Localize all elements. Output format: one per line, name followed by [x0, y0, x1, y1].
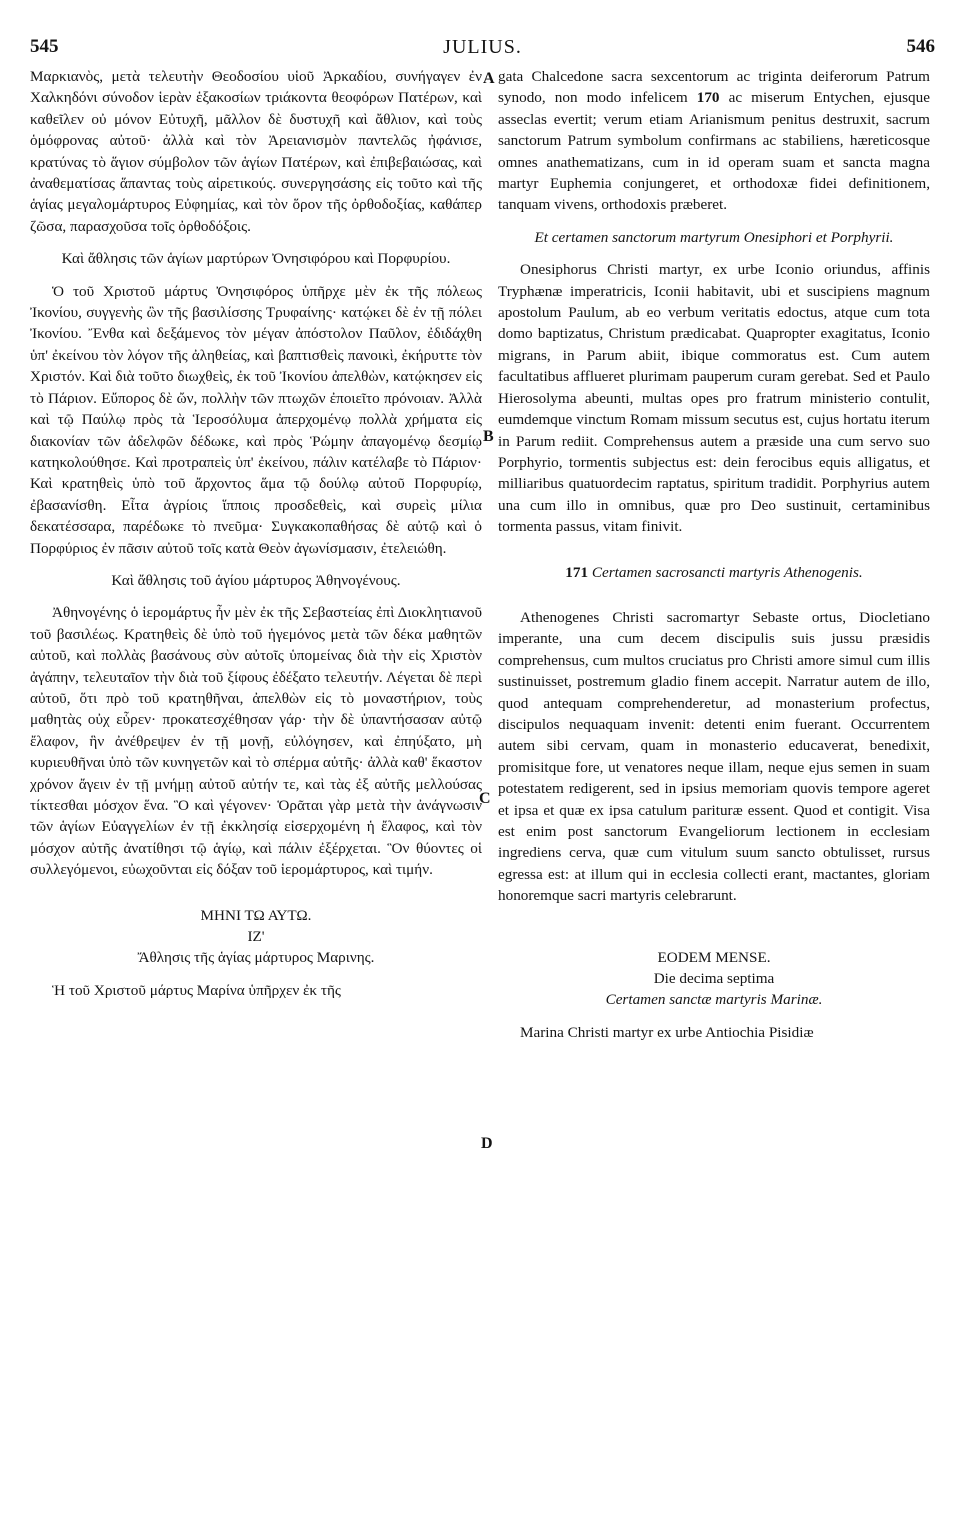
margin-letter-d: D	[481, 1135, 493, 1152]
latin-heading-marina: Certamen sanctæ martyris Marinæ.	[605, 991, 823, 1009]
section-number-170: 170	[696, 89, 720, 107]
greek-heading-day: ΙΖ'	[247, 928, 265, 946]
greek-paragraph-marina: Ἡ τοῦ Χριστοῦ μάρτυς Μαρίνα ὑπῆρχεν ἐκ τῆς	[52, 981, 341, 999]
greek-paragraph-athenogenes: Ἀθηνογένης ὁ ἱερομάρτυς ἦν μὲν ἐκ τῆς Σεβαστείας ἐπὶ Διοκλητιανοῦ τοῦ βασιλέως. Κρατηθεὶς δὲ ὑπὸ τοῦ ἡγεμόνος μετὰ τῶν δέκα μαθητῶν αὐτοῦ, καὶ πολλὰς βασάνους σὺν αὐτοῖς ὑπομείνας διὰ τὴν εἰς Χριστὸν ἀγάπην, τελευταῖον τὴν διὰ τοῦ ξίφους ἐδέξατο τελευτήν. Λέγεται δὲ περὶ αὐτοῦ, ὅτι πρὸ τοῦ κρατηθῆναι, ἀπελθὼν εἰς τὸ μοναστήριον, τοὺς μαθητὰς οὐχ εὗρεν· προκατεσχέθησαν γάρ· τὴν δὲ ὑπαντήσασαν αὐτῷ ἔλαφον, ἣν ἀνέθρεψεν ἐν τῇ μονῇ, εὐλόγησεν, καὶ ἐπηύξατο, μὴ κυριευθῆναι ὑπὸ τῶν κυνηγετῶν καὶ τὸ σπέρμα αὐτῆς· ἀλλὰ καθ' ἕκαστον χρόνον ἄγειν ἐν τῇ μνήμῃ αὐτοῦ αὐτήν τε, καὶ τὰς ἐξ αὐτῆς μελλούσας τίκτεσθαι μόσχον ἕνα. Ὃ καὶ γέγονεν· Ὁρᾶται γὰρ μετὰ τὴν ἀνάγνωσιν τῶν ἁγίων Εὐαγγελίων ἐν τῇ ἐκκλησίᾳ εἰσερχομένη ἡ ἔλαφος, καὶ τὸν μόσχον αὐτῆς ἀνατίθησι τῷ ἁγίῳ, καὶ πάλιν ἐξέρχεται. Ὃν θύοντες οἱ συλλεγόμενοι, εὐωχοῦνται εἰς δόξαν τοῦ ἱερομάρτυρος, καὶ τιμήν.	[30, 604, 482, 879]
latin-column	[498, 66, 930, 1043]
greek-heading-month: ΜΗΝΙ ΤΩ ΑΥΤΩ.	[200, 906, 312, 924]
running-title: JULIUS.	[443, 36, 522, 58]
greek-column	[30, 66, 482, 1001]
greek-heading-athenogenes: Καὶ ἄθλησις τοῦ ἁγίου μάρτυρος Ἀθηνογένους.	[111, 571, 401, 589]
latin-paragraph-athenogenes: Athenogenes Christi sacromartyr Sebaste ortus, Diocletiano imperante, una cum decem discipulis suis jussu præsidis comprehensus, cum multos cruciatus pro Christi amore simul cum illis sustinuisset, postremum gladio finem accepit. Narratur autem de illo, quod antequam comprehenderetur, ad monasterium profectus, discipulos nequaquam invenit: detenti enim fuerant. Occurrentem autem sibi cervam, quam in monasterio educaverat, benedixit, promisitque fore, ut venatores neque illam, neque ejus semen in suam potestatem redigerent, sed in ipsius memoriam quovis tempore ageret et ipsa et quæ ex ipsa catulum parituræ essent. Quod et contigit. Visa est enim post sanctorum Evangeliorum lectionem in ecclesiam ingrediens cerva, quæ cum vitulum suum sancto obtulisset, rursus egressa est: at illum qui in ecclesia collecti erant, mactantes, gloriam honoremque sacri martyris celebrarunt.	[498, 608, 930, 905]
page-number-right: 546	[906, 36, 935, 57]
latin-heading-athenogenes-text: Certamen sacrosancti martyris Athenogenis.	[591, 563, 863, 581]
latin-heading-day: Die decima septima	[653, 970, 775, 988]
margin-letter-a: A	[483, 70, 495, 87]
page-number-left: 545	[30, 36, 59, 57]
page-header	[30, 36, 935, 62]
latin-heading-month: EODEM MENSE.	[657, 948, 771, 966]
section-number-171: 171	[565, 563, 589, 581]
latin-heading-athenogenes	[498, 562, 930, 583]
greek-heading-onesiphorus: Καὶ ἄθλησις τῶν ἁγίων μαρτύρων Ὀνησιφόρου καὶ Πορφυρίου.	[61, 250, 451, 268]
greek-paragraph-onesiphorus: Ὁ τοῦ Χριστοῦ μάρτυς Ὀνησιφόρος ὑπῆρχε μὲν ἐκ τῆς πόλεως Ἰκονίου, συγγενὴς ὢν τῆς βασιλίσσης Τρυφαίνης· κατῴκει δὲ ἐν τῇ πόλει Ἰκονίου. Ἔνθα καὶ δεξάμενος τὸν μέγαν ἀπόστολον Παῦλον, ἐδιδάχθη ὑπ' ἐκείνου τὸν λόγον τῆς ἀληθείας, καὶ βαπτισθεὶς πανοικὶ, ἐκήρυττε τὸν Χριστόν. Καὶ διὰ τοῦτο διωχθεὶς, ἐκ τοῦ Ἰκονίου ἀπελθὼν, κατῴκησεν εἰς τὸ Πάριον. Εὔπορος δὲ ὤν, πολλὴν τῶν πτωχῶν ἐποιεῖτο πρόνοιαν. Ἀλλὰ καὶ τῷ Παύλῳ πρὸς τὰ Ἱεροσόλυμα ἀπερχομένῳ πολλὰ χρήματα εἰς διακονίαν τῶν ἀδελφῶν δέδωκε, καὶ πρὸς Ῥώμην ἀπαγομένῳ δεσμίῳ κατηκολούθησε. Καὶ προτραπεὶς ὑπ' ἐκείνου, πάλιν κατέλαβε τὸ Πάριον· Καὶ κρατηθεὶς ὑπὸ τοῦ ἄρχοντος ἅμα τῷ δούλῳ αὐτοῦ Πορφυρίῳ, ἐβασανίσθη. Εἶτα ἀγρίοις ἵπποις προσδεθεὶς, καὶ συρεὶς μίλια δεκατέσσαρα, παρέδωκε τὸ πνεῦμα· Συγκακοπαθήσας δὲ αὐτῷ καὶ ὁ Πορφύριος ἐν πᾶσιν αὐτοῦ τοῖς κατὰ Θεὸν ἀγωνίσμασιν, ἐτελειώθη.	[30, 282, 482, 557]
latin-heading-onesiphorus: Et certamen sanctorum martyrum Onesiphori et Porphyrii.	[534, 228, 894, 246]
margin-letter-b: B	[483, 428, 494, 445]
latin-paragraph-marina: Marina Christi martyr ex urbe Antiochia Pisidiæ	[520, 1023, 814, 1041]
latin-paragraph-rest: ac miserum Entychen, ejusque asseclas evertit; verum etiam Arianismum penitus destruxit, sacrum sanctorum Patrum symbolum confirmans ac stabiliens, hæreticosque omnes anathematizans, cum in id operam suam et sancta magna martyr Euphemia conjungeret, et orthodoxæ fidei definitionem, tanquam vivens, orthodoxis præberet.	[498, 89, 930, 214]
greek-heading-marina: Ἄθλησις τῆς ἁγίας μάρτυρος Μαρινης.	[137, 949, 375, 967]
latin-paragraph-onesiphorus: Onesiphorus Christi martyr, ex urbe Iconio oriundus, affinis Tryphænæ imperatricis, Iconii habitavit, ubi et suscipiens magnum apostolum Paulum, ab eo verbum veritatis edoctus, atque cum tota domo baptizatus, Christum prædicabat. Quapropter exagitatus, Iconio migrans, in Parum abiit, ibique commoratus est. Cum autem facultatibus afflueret plurimam pauperum curam gerebat. Sed et Paulo Hierosolyma abeunti, multas opes pro fratrum ministerio contulit, eumdemque vinctum Romam missum secutus est, cujus hortatu iterum in Parum rediit. Comprehensus autem a præside una cum servo suo Porphyrio, tormentis subjectus est: dein ferocibus equis alligatus, et milliaribus quatuordecim raptatus, spiritum tradidit. Porphyrius autem una cum illo in omnibus, quæ pro Deo sustinuit, certaminibus tormenta passus, vitam finivit.	[498, 261, 930, 536]
latin-paragraph-marcianus	[498, 66, 930, 216]
latin-paragraph-start: gata Chalcedone sacra sexcentorum ac triginta deiferorum Patrum synodo, non modo infelicem	[498, 68, 930, 107]
greek-paragraph-marcianus: Μαρκιανὸς, μετὰ τελευτὴν Θεοδοσίου υἱοῦ Ἀρκαδίου, συνήγαγεν ἐν Χαλκηδόνι σύνοδον ἱερὰν ἑξακοσίων τριάκοντα θεοφόρων Πατέρων, καὶ καθεῖλεν οὐ μόνον Εὐτυχῆ, μᾶλλον δὲ δυστυχῆ καὶ ἄθλιον, καὶ τοὺς ὁμόφρονας αὐτοῦ· ἀλλὰ καὶ τὸν Ἀρειανισμὸν παντελῶς ἠφάνισε, κρατύνας τὸ ἅγιον σύμβολον τῶν ἁγίων Πατέρων, καὶ ἐπιβεβαιώσας, καὶ ἀναθεματίσας ἅπαντας τοὺς αἱρετικούς. συνεργησάσης εἰς τοῦτο καὶ τῆς ἁγίας μεγαλομάρτυρος Εὐφημίας, καὶ τὸν ὅρον τῆς ὀρθοδοξίας, καθάπερ ζῶσα, παρασχοῦσα τοῖς ὀρθοδόξοις.	[30, 68, 482, 235]
margin-letter-c: C	[479, 790, 491, 807]
